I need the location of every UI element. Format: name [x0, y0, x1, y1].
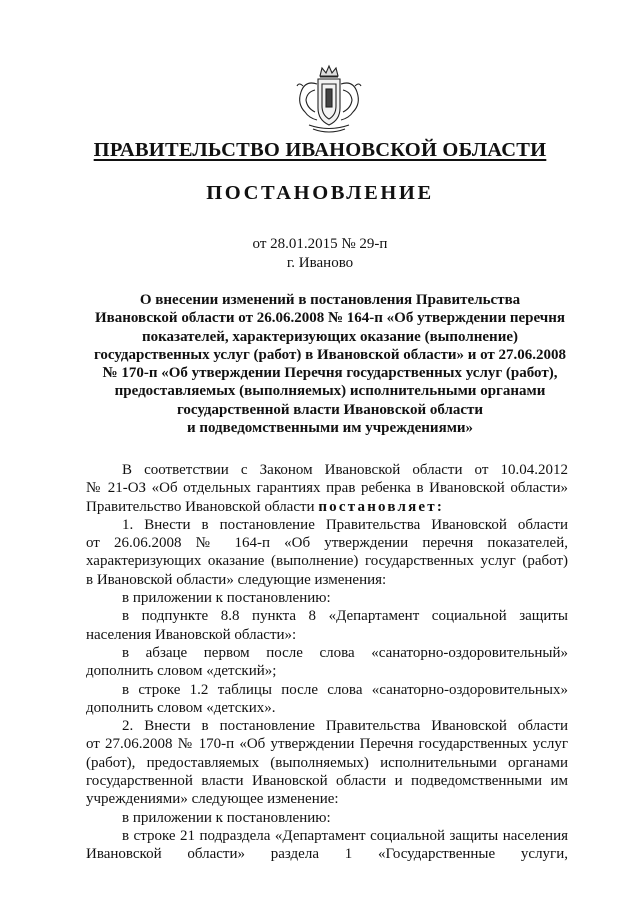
body-line: Ивановской области» раздела 1 «Государственные услуги, — [86, 846, 568, 863]
body-line: населения Ивановской области»: — [86, 626, 297, 643]
body-line: дополнить словом «детский»; — [86, 663, 277, 680]
coat-of-arms-icon — [291, 62, 367, 138]
body-line: В соответствии с Законом Ивановской области от 10.04.2012 — [122, 462, 568, 478]
title-line: О внесении изменений в постановления Правительства — [139, 292, 521, 308]
document-title — [60, 291, 600, 437]
title-line: показателей, характеризующих оказание (выполнение) — [141, 328, 518, 345]
body-line: в строке 21 подраздела «Департамент социальной защиты населения — [122, 827, 568, 844]
body-line: государственной власти Ивановской области и подведомственными им — [86, 773, 568, 790]
body-line: в строке 1.2 таблицы после слова «санаторно-оздоровительных» — [122, 681, 568, 698]
body-line: в приложении к постановлению: — [122, 590, 331, 607]
title-line: и подведомственными им учреждениями» — [186, 420, 474, 437]
document-date-number: от 28.01.2015 № 29-п — [252, 236, 388, 252]
body-line: (работ), предоставляемых (выполняемых) исполнительными органами — [86, 754, 568, 771]
title-line: государственной власти Ивановской области — [176, 401, 484, 418]
title-line: Ивановской области от 26.06.2008 № 164-п «Об утверждении перечня — [95, 310, 565, 327]
body-line: учреждениями» следующее изменение: — [86, 791, 339, 808]
title-line: предоставляемых (выполняемых) исполнительными органами — [114, 383, 546, 400]
body-line: в приложении к постановлению: — [122, 809, 331, 826]
body-line: 2. Внести в постановление Правительства Ивановской области — [122, 718, 568, 735]
body-line: в подпункте 8.8 пункта 8 «Департамент социальной защиты — [122, 608, 568, 625]
body-line: 1. Внести в постановление Правительства Ивановской области — [122, 516, 568, 533]
title-line: государственных услуг (работ) в Ивановской области» и от 27.06.2008 — [93, 346, 567, 363]
body-line: от 26.06.2008 № 164-п «Об утверждении перечня показателей, — [86, 535, 568, 552]
title-line: № 170-п «Об утверждении Перечня государственных услуг (работ), — [102, 365, 558, 382]
body-line: № 21-ОЗ «Об отдельных гарантиях прав ребенка в Ивановской области» — [86, 480, 568, 497]
document-city: г. Иваново — [286, 255, 354, 271]
document-type: ПОСТАНОВЛЕНИЕ — [206, 182, 434, 204]
organization-name: ПРАВИТЕЛЬСТВО ИВАНОВСКОЙ ОБЛАСТИ — [93, 139, 547, 161]
body-line: в абзаце первом после слова «санаторно-оздоровительный» — [122, 644, 568, 661]
document-body — [86, 461, 568, 864]
resolution-keyword: постановляет: — [318, 498, 445, 515]
body-text: Правительство Ивановской области — [86, 498, 319, 515]
body-line — [86, 498, 568, 516]
body-line: в Ивановской области» следующие изменения: — [86, 571, 387, 588]
body-line: дополнить словом «детских». — [86, 699, 276, 716]
body-line: от 27.06.2008 № 170-п «Об утверждении Перечня государственных услуг — [86, 736, 568, 753]
body-line: характеризующих оказание (выполнение) государственных услуг (работ) — [86, 553, 568, 570]
